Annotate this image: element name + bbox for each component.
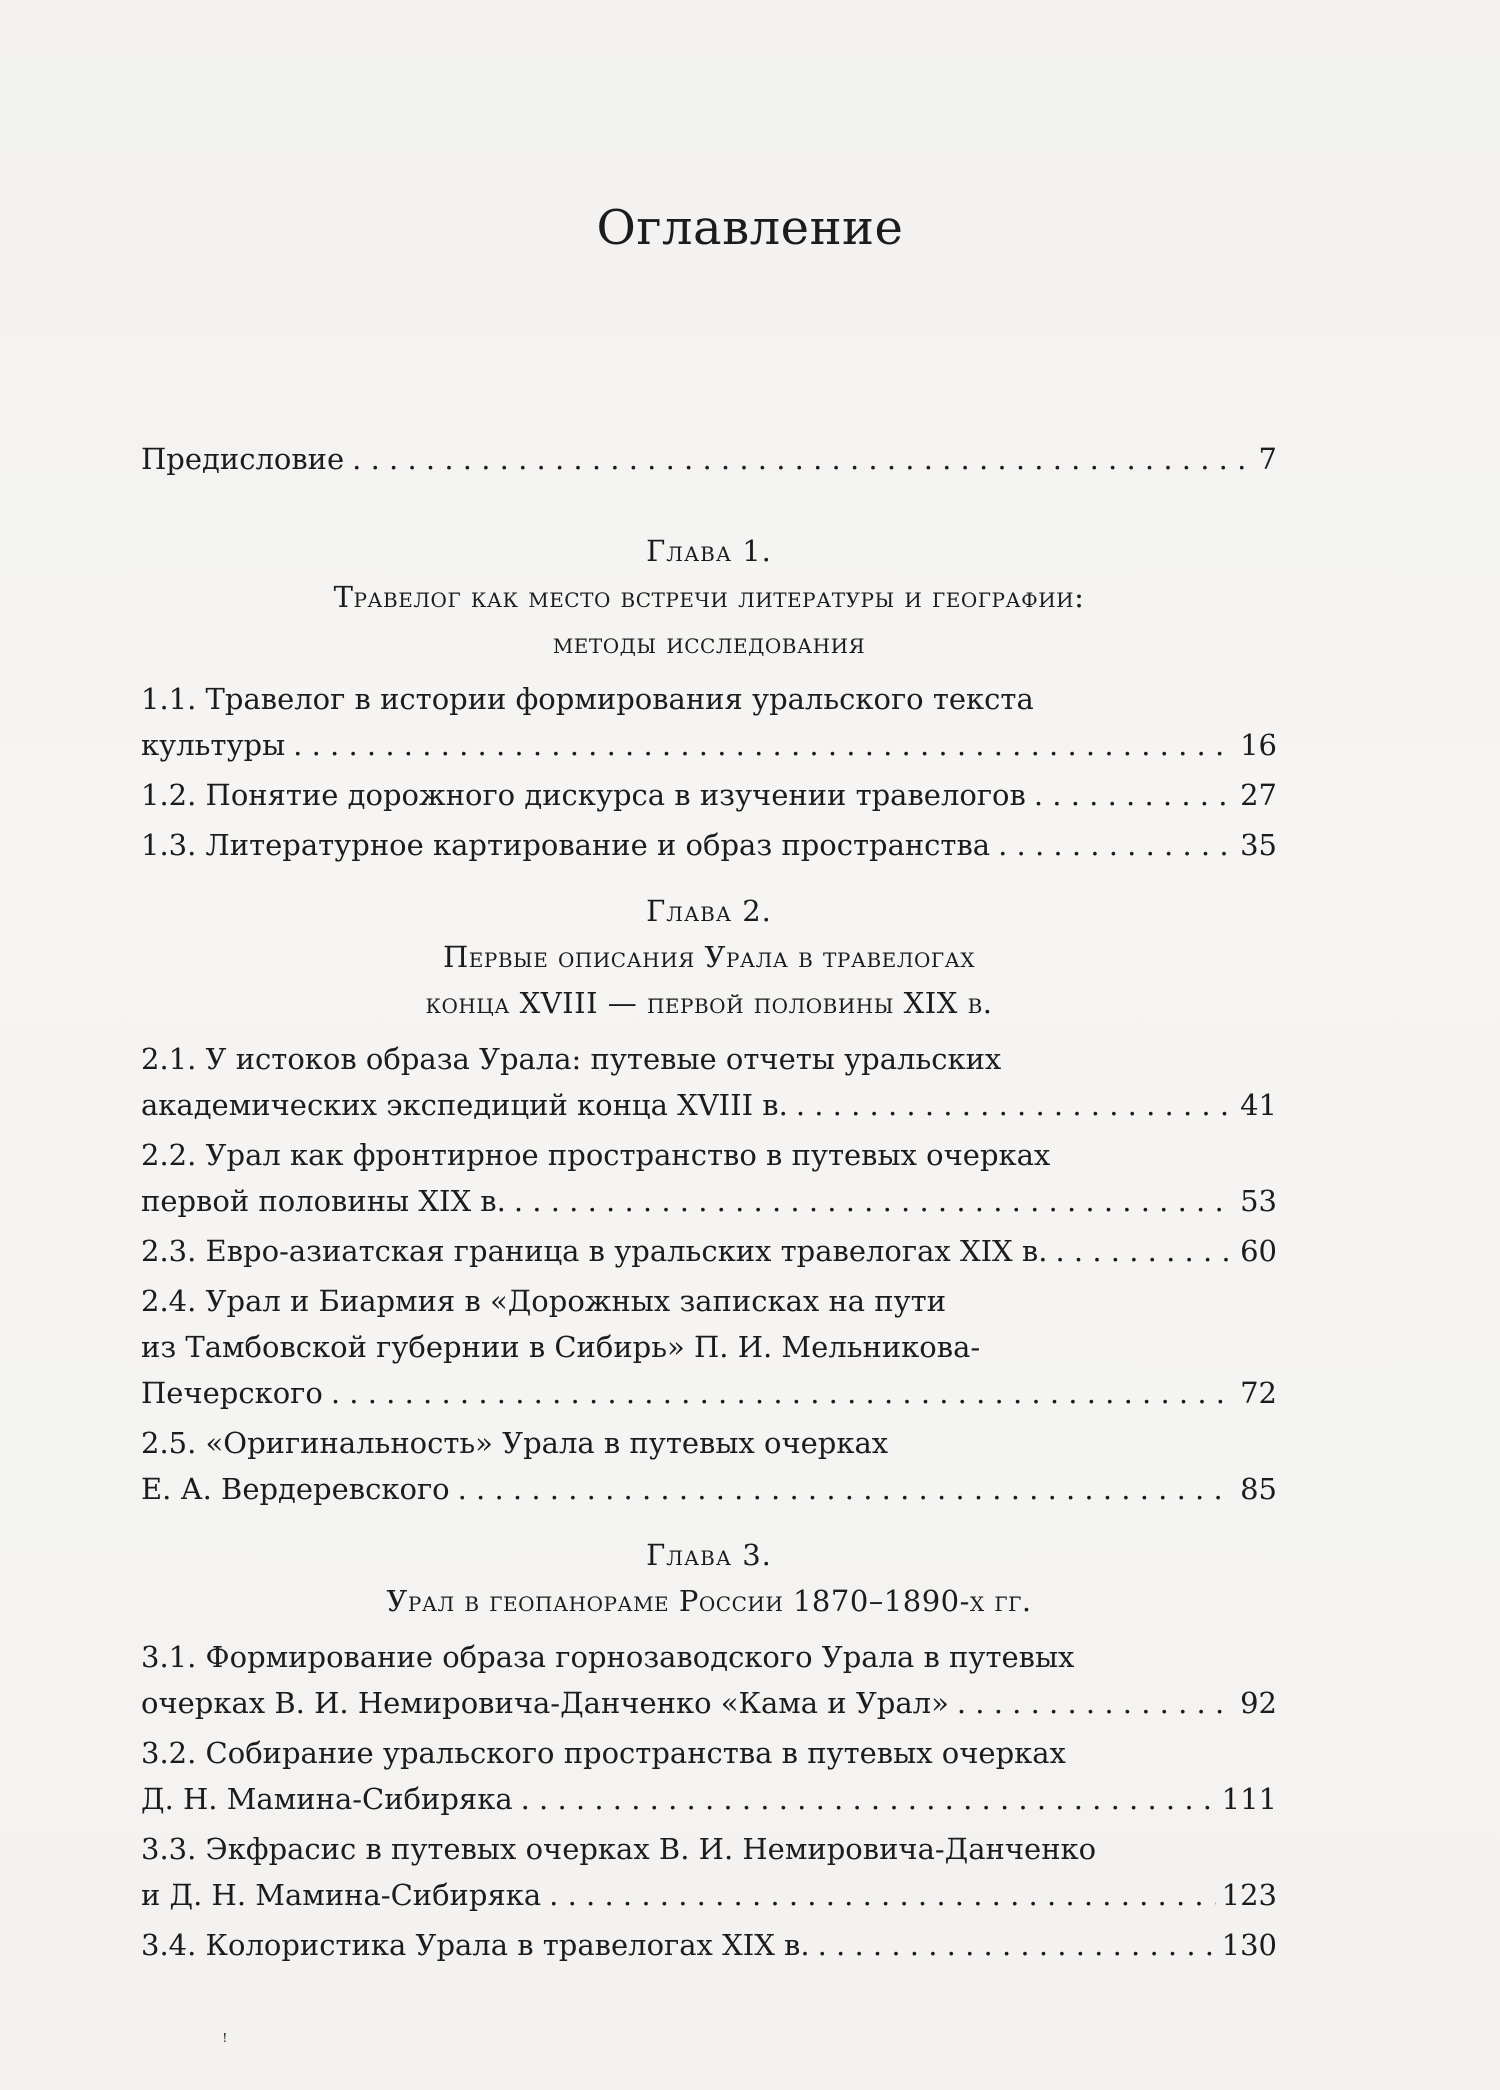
chapter-heading — [141, 528, 1277, 666]
toc-entry[interactable] — [141, 676, 1277, 768]
toc-entry-text: 2.2. Урал как фронтирное пространство в путевых очерках — [141, 1138, 1051, 1172]
toc-page-number: 16 — [1240, 728, 1277, 762]
chapter-label: Глава 3. — [646, 1538, 772, 1572]
toc-entry-lastline — [141, 722, 1277, 768]
leader-dots — [957, 1680, 1234, 1726]
toc-page-number: 53 — [1240, 1184, 1277, 1218]
leader-dots — [514, 1178, 1234, 1224]
toc-entry[interactable] — [141, 1278, 1277, 1416]
chapter-label: Глава 1. — [646, 534, 772, 568]
toc-entry-lastline — [141, 1776, 1277, 1822]
toc-page-number: 92 — [1240, 1686, 1277, 1720]
toc-entry-lastline — [141, 1082, 1277, 1128]
toc-entry[interactable] — [141, 1730, 1277, 1822]
toc-entry-text: из Тамбовской губернии в Сибирь» П. И. Мельникова- — [141, 1330, 981, 1364]
leader-dots — [458, 1466, 1235, 1512]
toc-entry-text: культуры — [141, 728, 286, 762]
toc-entry[interactable] — [141, 1228, 1277, 1274]
toc-page-number: 7 — [1258, 442, 1277, 476]
table-of-contents — [141, 436, 1277, 1972]
toc-entry-text: 3.3. Экфрасис в путевых очерках В. И. Немировича-Данченко — [141, 1832, 1097, 1866]
leader-dots — [998, 822, 1234, 868]
leader-dots — [521, 1776, 1216, 1822]
toc-entry[interactable] — [141, 1036, 1277, 1128]
leader-dots — [796, 1082, 1234, 1128]
toc-entry-lastline — [141, 1178, 1277, 1224]
toc-entry-preface[interactable] — [141, 436, 1277, 482]
toc-entry-lastline — [141, 1872, 1277, 1918]
toc-entry-text: 3.1. Формирование образа горнозаводского Урала в путевых — [141, 1640, 1075, 1674]
toc-page-number: 72 — [1240, 1376, 1277, 1410]
leader-dots — [1055, 1228, 1234, 1274]
chapter-title-line: Первые описания Урала в травелогах — [442, 940, 975, 974]
toc-entry-text: Е. А. Вердеревского — [141, 1472, 450, 1506]
leader-dots — [352, 436, 1252, 482]
toc-entry[interactable] — [141, 1420, 1277, 1512]
toc-page-number: 123 — [1221, 1878, 1277, 1912]
toc-entry-text: 1.1. Травелог в истории формирования уральского текста — [141, 682, 1034, 716]
leader-dots — [818, 1922, 1216, 1968]
print-mark: ꜝ — [222, 2030, 228, 2055]
toc-entry-lastline — [141, 822, 1277, 868]
toc-entry[interactable] — [141, 822, 1277, 868]
toc-page-number: 41 — [1240, 1088, 1277, 1122]
leader-dots — [293, 722, 1234, 768]
leader-dots — [331, 1370, 1234, 1416]
toc-entry-lastline — [141, 1922, 1277, 1968]
toc-entry-text: 1.2. Понятие дорожного дискурса в изучении травелогов — [141, 778, 1026, 812]
toc-entry-text: 2.3. Евро-азиатская граница в уральских травелогах XIX в. — [141, 1234, 1048, 1268]
toc-entry-text: Д. Н. Мамина-Сибиряка — [141, 1782, 513, 1816]
chapter-heading — [141, 888, 1277, 1026]
toc-entry-lastline — [141, 1466, 1277, 1512]
leader-dots — [549, 1872, 1215, 1918]
toc-page-number: 85 — [1240, 1472, 1277, 1506]
toc-page-number: 60 — [1240, 1234, 1277, 1268]
toc-entry-text: 3.2. Собирание уральского пространства в путевых очерках — [141, 1736, 1066, 1770]
toc-entry-text: 1.3. Литературное картирование и образ пространства — [141, 828, 991, 862]
page-title: Оглавление — [596, 200, 904, 256]
chapter-title-line: Травелог как место встречи литературы и географии: — [333, 580, 1085, 614]
toc-entry-text: очерках В. И. Немировича-Данченко «Кама и Урал» — [141, 1686, 949, 1720]
toc-entry[interactable] — [141, 1826, 1277, 1918]
toc-entry-text: академических экспедиций конца XVIII в. — [141, 1088, 788, 1122]
toc-entry[interactable] — [141, 772, 1277, 818]
toc-entry[interactable] — [141, 1634, 1277, 1726]
toc-page-number: 35 — [1240, 828, 1277, 862]
leader-dots — [1034, 772, 1234, 818]
toc-entry-text: 2.1. У истоков образа Урала: путевые отчеты уральских — [141, 1042, 1002, 1076]
toc-page-number: 111 — [1221, 1782, 1277, 1816]
chapter-title-line: Урал в геопанораме России 1870–1890-х гг. — [386, 1584, 1032, 1618]
toc-entry-text: Предисловие — [141, 442, 345, 476]
toc-entry-text: 2.5. «Оригинальность» Урала в путевых очерках — [141, 1426, 889, 1460]
toc-entry[interactable] — [141, 1922, 1277, 1968]
toc-entry-lastline — [141, 772, 1277, 818]
toc-entry[interactable] — [141, 1132, 1277, 1224]
toc-page-number: 130 — [1221, 1928, 1277, 1962]
toc-entry-text: 2.4. Урал и Биармия в «Дорожных записках на пути — [141, 1284, 947, 1318]
chapter-heading — [141, 1532, 1277, 1624]
chapter-label: Глава 2. — [646, 894, 772, 928]
toc-entry-text: Печерского — [141, 1376, 323, 1410]
toc-entry-lastline — [141, 1680, 1277, 1726]
chapter-title-line: методы исследования — [552, 626, 866, 660]
toc-entry-text: первой половины XIX в. — [141, 1184, 506, 1218]
toc-entry-text: и Д. Н. Мамина-Сибиряка — [141, 1878, 542, 1912]
toc-entry-lastline — [141, 1370, 1277, 1416]
toc-entry-lastline — [141, 1228, 1277, 1274]
spacer — [141, 486, 1277, 508]
chapters-container — [141, 528, 1277, 1968]
toc-page-number: 27 — [1240, 778, 1277, 812]
toc-entry-text: 3.4. Колористика Урала в травелогах XIX в. — [141, 1928, 810, 1962]
chapter-title-line: конца XVIII — первой половины XIX в. — [425, 986, 993, 1020]
